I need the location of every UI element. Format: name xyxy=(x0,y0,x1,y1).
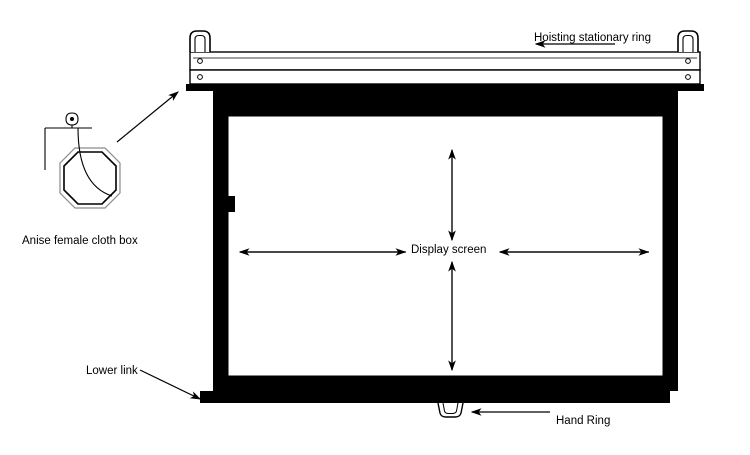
anise-cloth-box-detail xyxy=(45,113,120,208)
bottom-bar xyxy=(200,391,670,403)
label-hoisting-stationary-ring: Hoisting stationary ring xyxy=(534,32,651,44)
screen-assembly xyxy=(213,91,678,391)
hoisting-ring-left xyxy=(190,31,210,52)
label-hand-ring: Hand Ring xyxy=(556,415,611,427)
leader-anise-box xyxy=(117,92,178,142)
hoisting-ring-right xyxy=(678,31,698,52)
label-display-screen: Display screen xyxy=(411,244,487,256)
leader-lower-link xyxy=(140,370,200,399)
hand-ring xyxy=(438,403,463,417)
label-anise-female-cloth-box: Anise female cloth box xyxy=(22,235,138,247)
label-lower-link: Lower link xyxy=(86,365,138,377)
housing-assembly xyxy=(186,52,704,91)
